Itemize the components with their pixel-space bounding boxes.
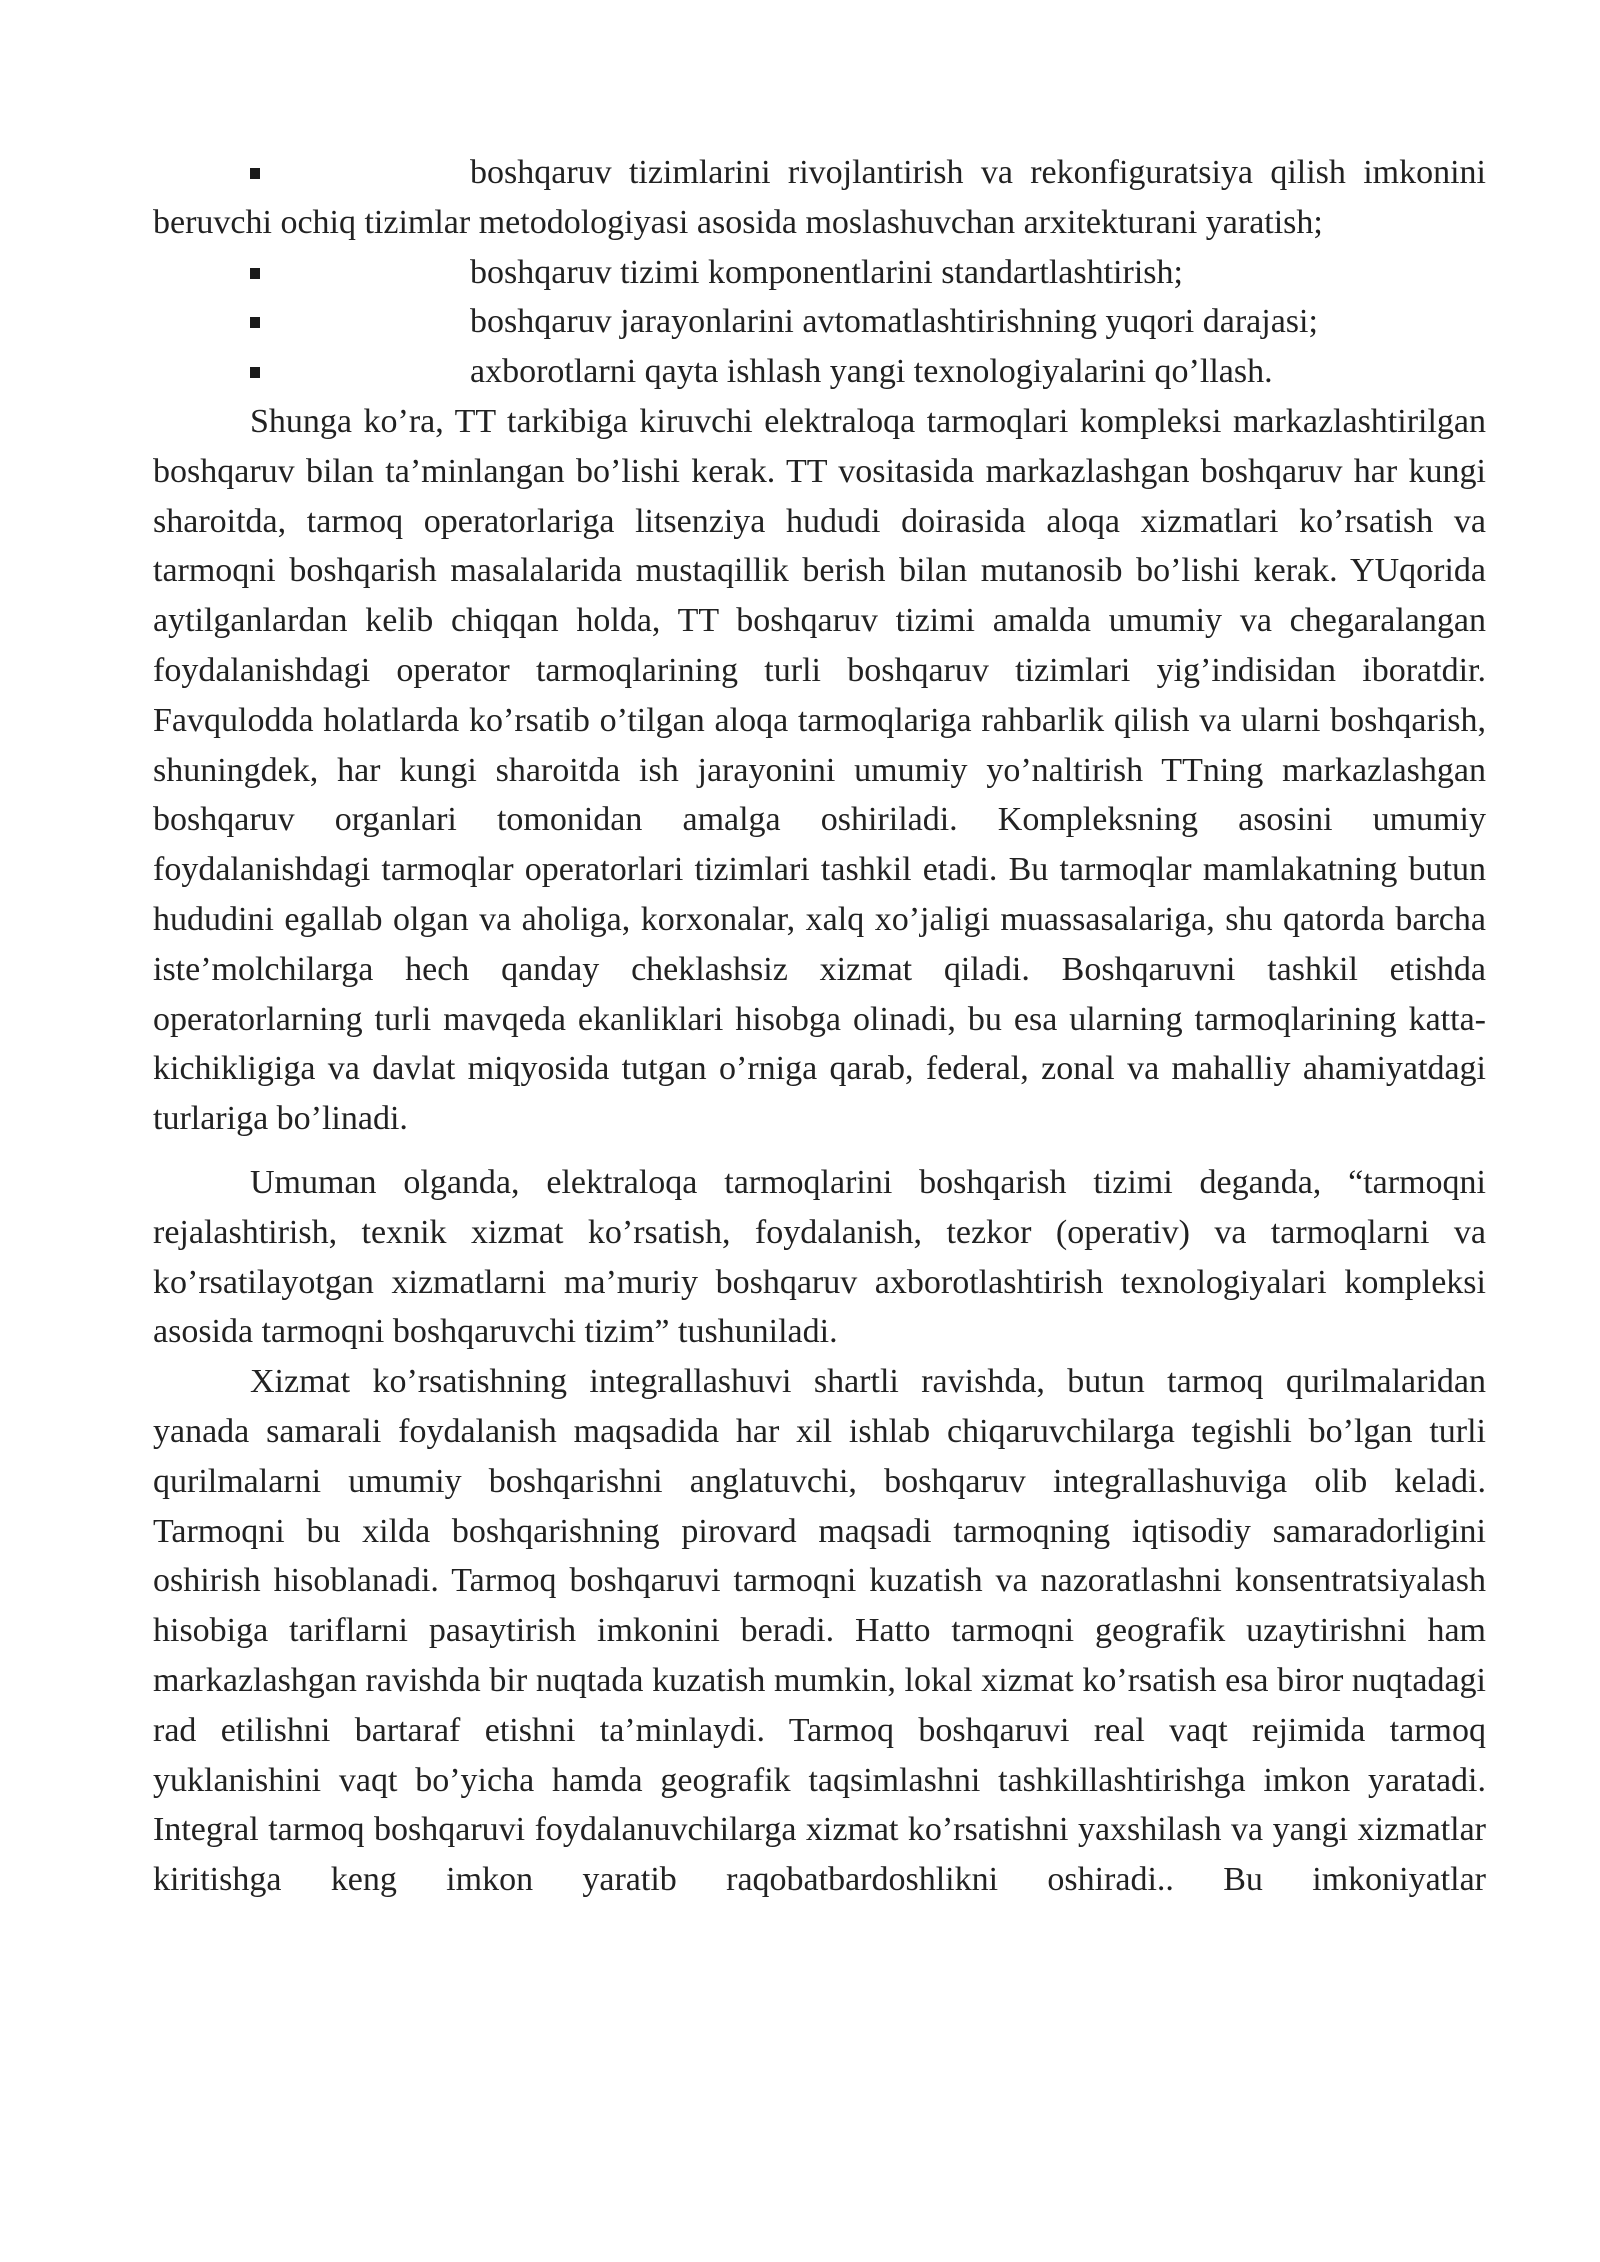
square-bullet-icon <box>250 317 260 328</box>
bullet-item <box>153 297 1486 347</box>
paragraph-management-definition: Umuman olganda, elektraloqa tarmoqlarini boshqarish tizimi deganda, “tarmoqni rejalashtirish, texnik xizmat ko’rsatish, foydalanish, tezkor (operativ) va tarmoqlarni va ko’rsatilayotgan xizmatlarni ma’muriy boshqaruv axborotlashtirish texnologiyalari kompleksi asosida tarmoqni boshqaruvchi tizim” tushuniladi. <box>153 1163 1486 1351</box>
paragraph-centralized-management: Shunga ko’ra, TT tarkibiga kiruvchi elektraloqa tarmoqlari kompleksi markazlashtirilgan boshqaruv bilan ta’minlangan bo’lishi kerak. TT vositasida markazlashgan boshqaruv har kungi sharoitda, tarmoq operatorlariga litsenziya hududi doirasida aloqa xizmatlari ko’rsatish va tarmoqni boshqarish masalalarida mustaqillik berish bilan mutanosib bo’lishi kerak. YUqorida aytilganlardan kelib chiqqan holda, TT boshqaruv tizimi amalda umumiy va chegaralangan foydalanishdagi operator tarmoqlarining turli boshqaruv tizimlari yig’indisidan iboratdir. Favqulodda holatlarda ko’rsatib o’tilgan aloqa tarmoqlariga rahbarlik qilish va ularni boshqarish, shuningdek, har kungi sharoitda ish jarayonini umumiy yo’naltirish TTning markazlashgan boshqaruv organlari tomonidan amalga oshiriladi. Kompleksning asosini umumiy foydalanishdagi tarmoqlar operatorlari tizimlari tashkil etadi. Bu tarmoqlar mamlakatning butun hududini egallab olgan va aholiga, korxonalar, xalq xo’jaligi muassasalariga, shu qatorda barcha iste’molchilarga hech qanday cheklashsiz xizmat qiladi. Boshqaruvni tashkil etishda operatorlarning turli mavqeda ekanliklari hisobga olinadi, bu esa ularning tarmoqlarining katta-kichikligiga va davlat miqyosida tutgan o’rniga qarab, federal, zonal va mahalliy ahamiyatdagi turlariga bo’linadi. <box>153 402 1486 1138</box>
bullet-text: boshqaruv tizimi komponentlarini standartlashtirish; <box>470 253 1183 291</box>
square-bullet-icon <box>250 168 260 179</box>
document-page <box>153 148 1486 1905</box>
bullet-text: boshqaruv tizimlarini rivojlantirish va rekonfiguratsiya qilish imkonini beruvchi ochiq tizimlar metodologiyasi asosida moslashuvchan arxitekturani yaratish; <box>153 154 1486 241</box>
square-bullet-icon <box>250 268 260 279</box>
bullet-text: boshqaruv jarayonlarini avtomatlashtirishning yuqori darajasi; <box>470 303 1318 341</box>
square-bullet-icon <box>250 367 260 378</box>
bullet-text: axborotlarni qayta ishlash yangi texnologiyalarini qo’llash. <box>470 353 1273 391</box>
bullet-item <box>153 148 1486 248</box>
bullet-item <box>153 347 1486 397</box>
paragraph-service-integration: Xizmat ko’rsatishning integrallashuvi shartli ravishda, butun tarmoq qurilmalaridan yanada samarali foydalanish maqsadida har xil ishlab chiqaruvchilarga tegishli bo’lgan turli qurilmalarni umumiy boshqarishni anglatuvchi, boshqaruv integrallashuviga olib keladi. Tarmoqni bu xilda boshqarishning pirovard maqsadi tarmoqning iqtisodiy samaradorligini oshirish hisoblanadi. Tarmoq boshqaruvi tarmoqni kuzatish va nazoratlashni konsentratsiyalash hisobiga tariflarni pasaytirish imkonini beradi. Hatto tarmoqni geografik uzaytirishni ham markazlashgan ravishda bir nuqtada kuzatish mumkin, lokal xizmat ko’rsatish esa biror nuqtadagi rad etilishni bartaraf etishni ta’minlaydi. Tarmoq boshqaruvi real vaqt rejimida tarmoq yuklanishini vaqt bo’yicha hamda geografik taqsimlashni tashkillashtirishga imkon yaratadi. Integral tarmoq boshqaruvi foydalanuvchilarga xizmat ko’rsatishni yaxshilash va yangi xizmatlar kiritishga keng imkon yaratib raqobatbardoshlikni oshiradi.. Bu imkoniyatlar <box>153 1363 1486 1899</box>
bullet-item <box>153 248 1486 298</box>
